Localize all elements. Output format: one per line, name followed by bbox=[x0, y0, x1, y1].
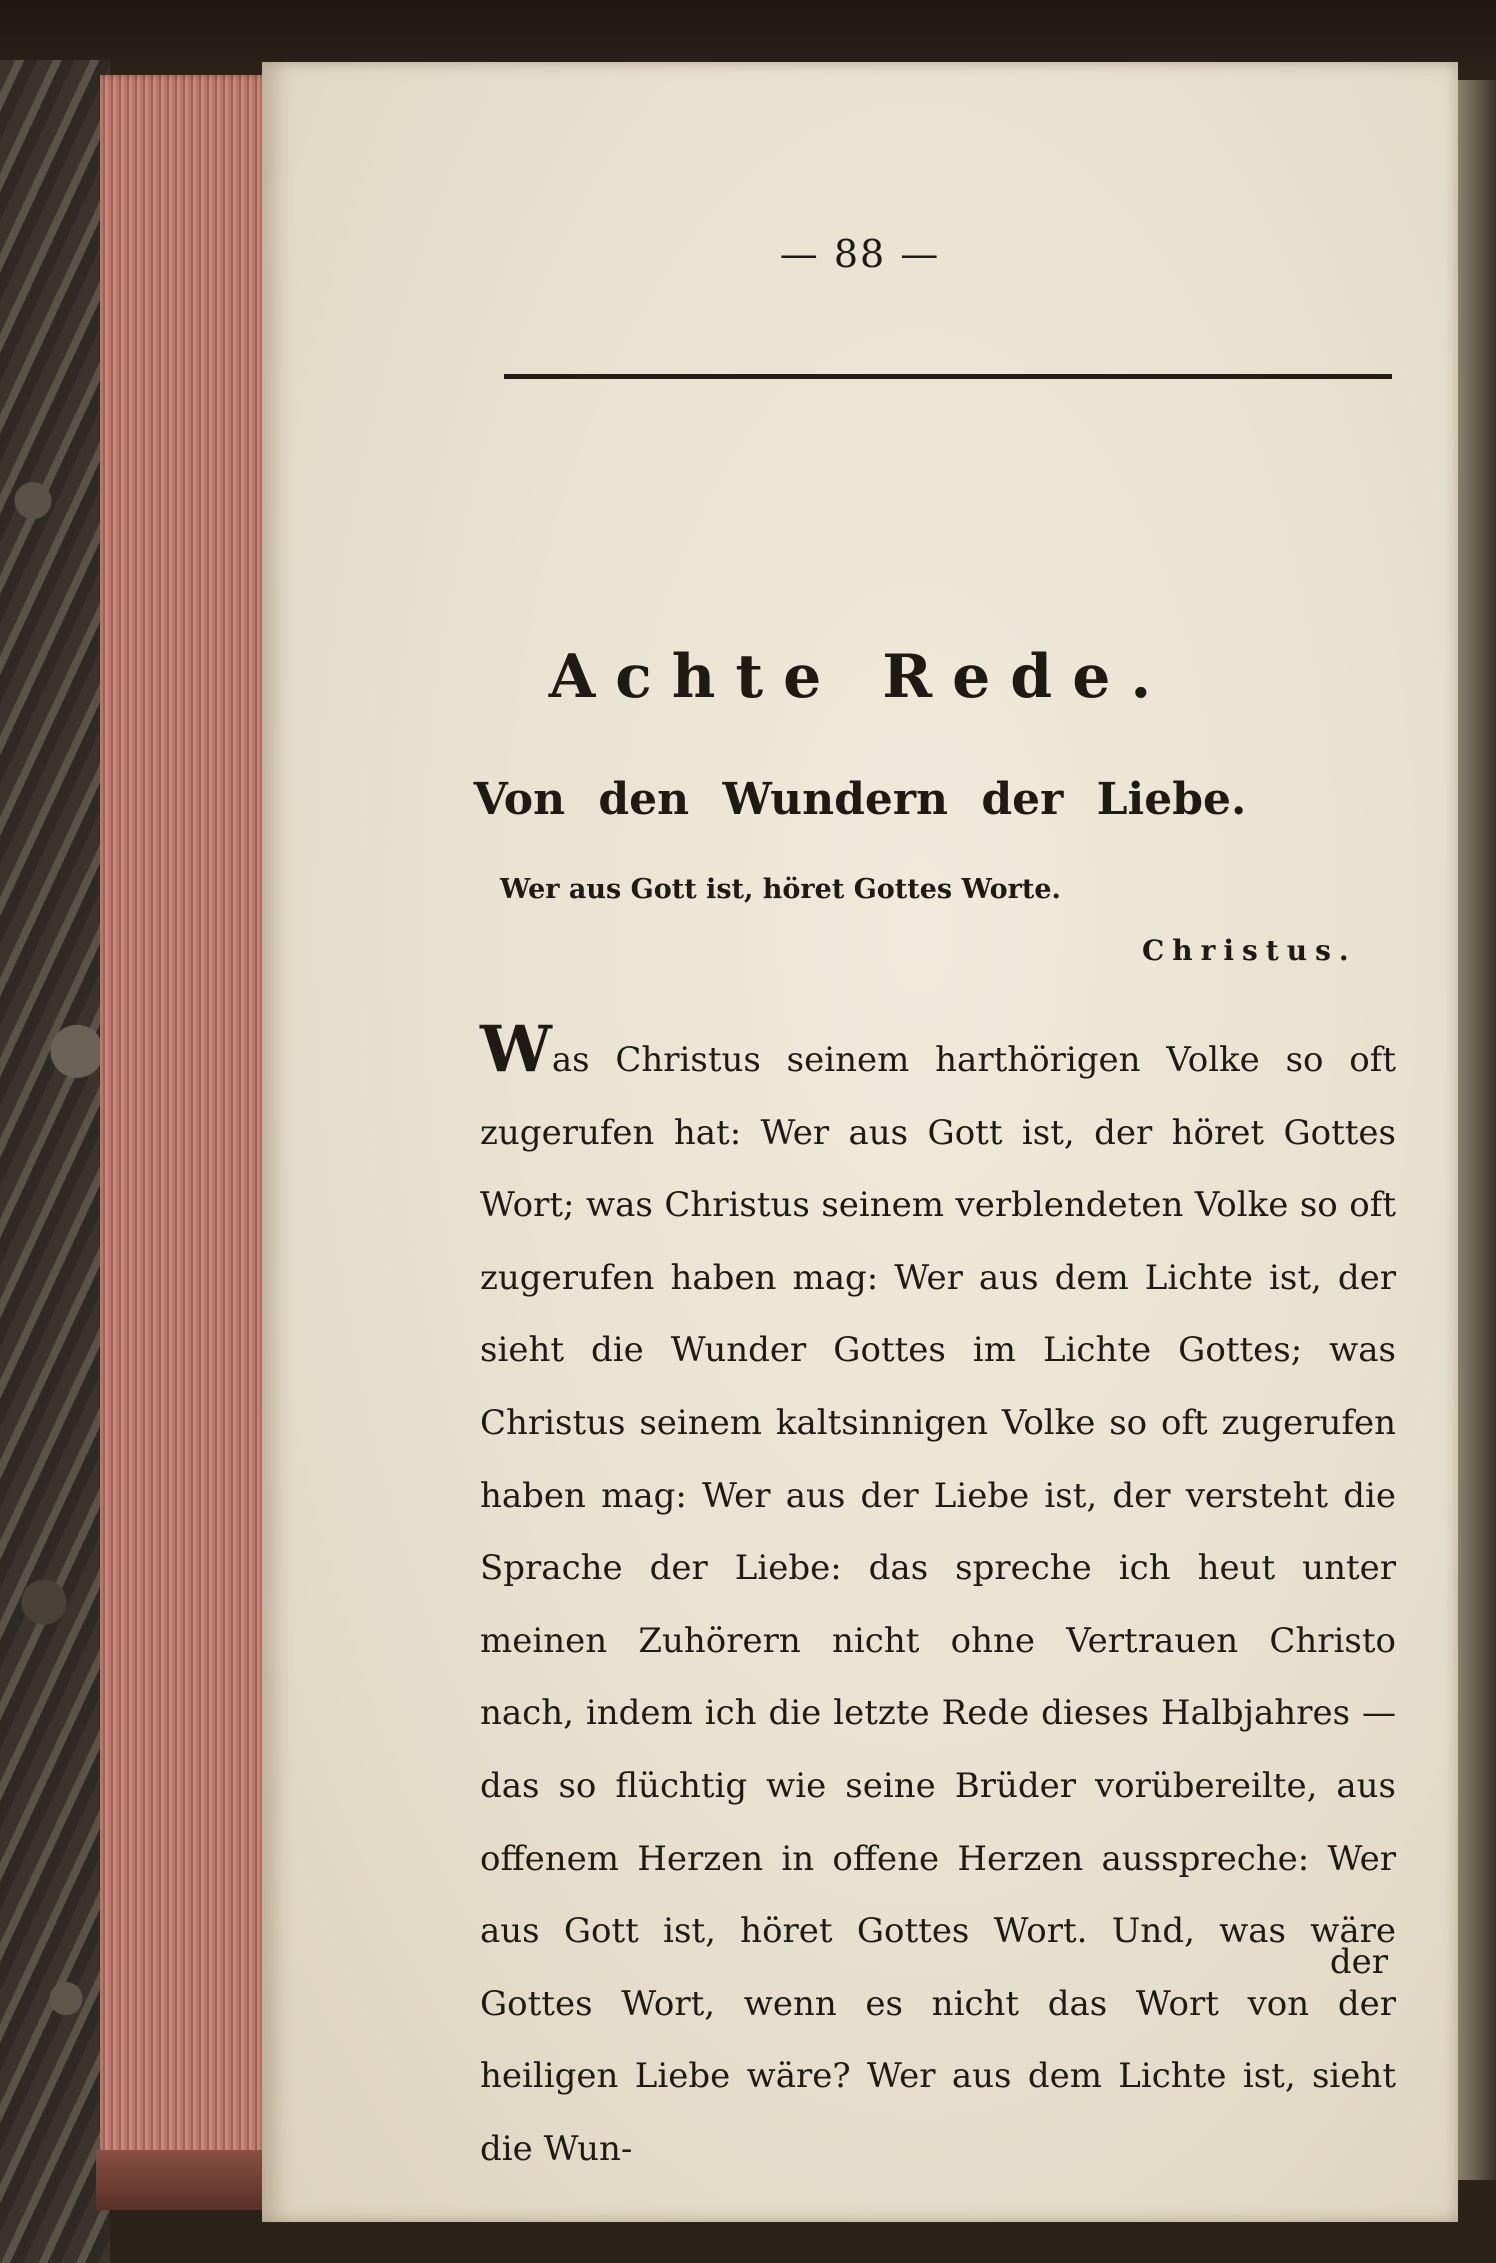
chapter-subheading: Von den Wundern der Liebe. bbox=[473, 774, 1247, 825]
initial-letter: W bbox=[480, 1012, 552, 1087]
body-text bbox=[480, 1012, 1396, 2186]
chapter-heading: Achte Rede. bbox=[548, 642, 1172, 712]
header-rule bbox=[504, 374, 1392, 379]
background-top bbox=[0, 0, 1496, 70]
page-number: — 88 — bbox=[779, 232, 941, 276]
page-edges bbox=[100, 75, 270, 2180]
marbled-cover bbox=[0, 60, 110, 2263]
epigraph-author: Christus. bbox=[1142, 934, 1357, 967]
page-edges-base bbox=[96, 2150, 276, 2210]
book-page bbox=[262, 62, 1458, 2222]
catchword: der bbox=[1329, 1942, 1388, 1982]
epigraph: Wer aus Gott ist, höret Gottes Worte. bbox=[500, 874, 1061, 905]
body-paragraph: as Christus seinem harthörigen Volke so oft zugerufen hat: Wer aus Gott ist, der höret Gottes Wort; was Christus seinem verblendeten Volke so oft zugerufen haben mag: Wer aus dem Lichte ist, der sieht die Wunder Gottes im Lichte Gottes; was Christus seinem kaltsinnigen Volke so oft zugerufen haben mag: Wer aus der Liebe ist, der versteht die Sprache der Liebe: das spreche ich heut unter meinen Zuhörern nicht ohne Vertrauen Christo nach, indem ich die letzte Rede dieses Halbjahres — das so flüchtig wie seine Brüder vorübereilte, aus offenem Herzen in offene Herzen ausspreche: Wer aus Gott ist, höret Gottes Wort. Und, was wäre Gottes Wort, wenn es nicht das Wort von der heiligen Liebe wäre? Wer aus dem Lichte ist, sieht die Wun- bbox=[480, 1040, 1396, 2169]
